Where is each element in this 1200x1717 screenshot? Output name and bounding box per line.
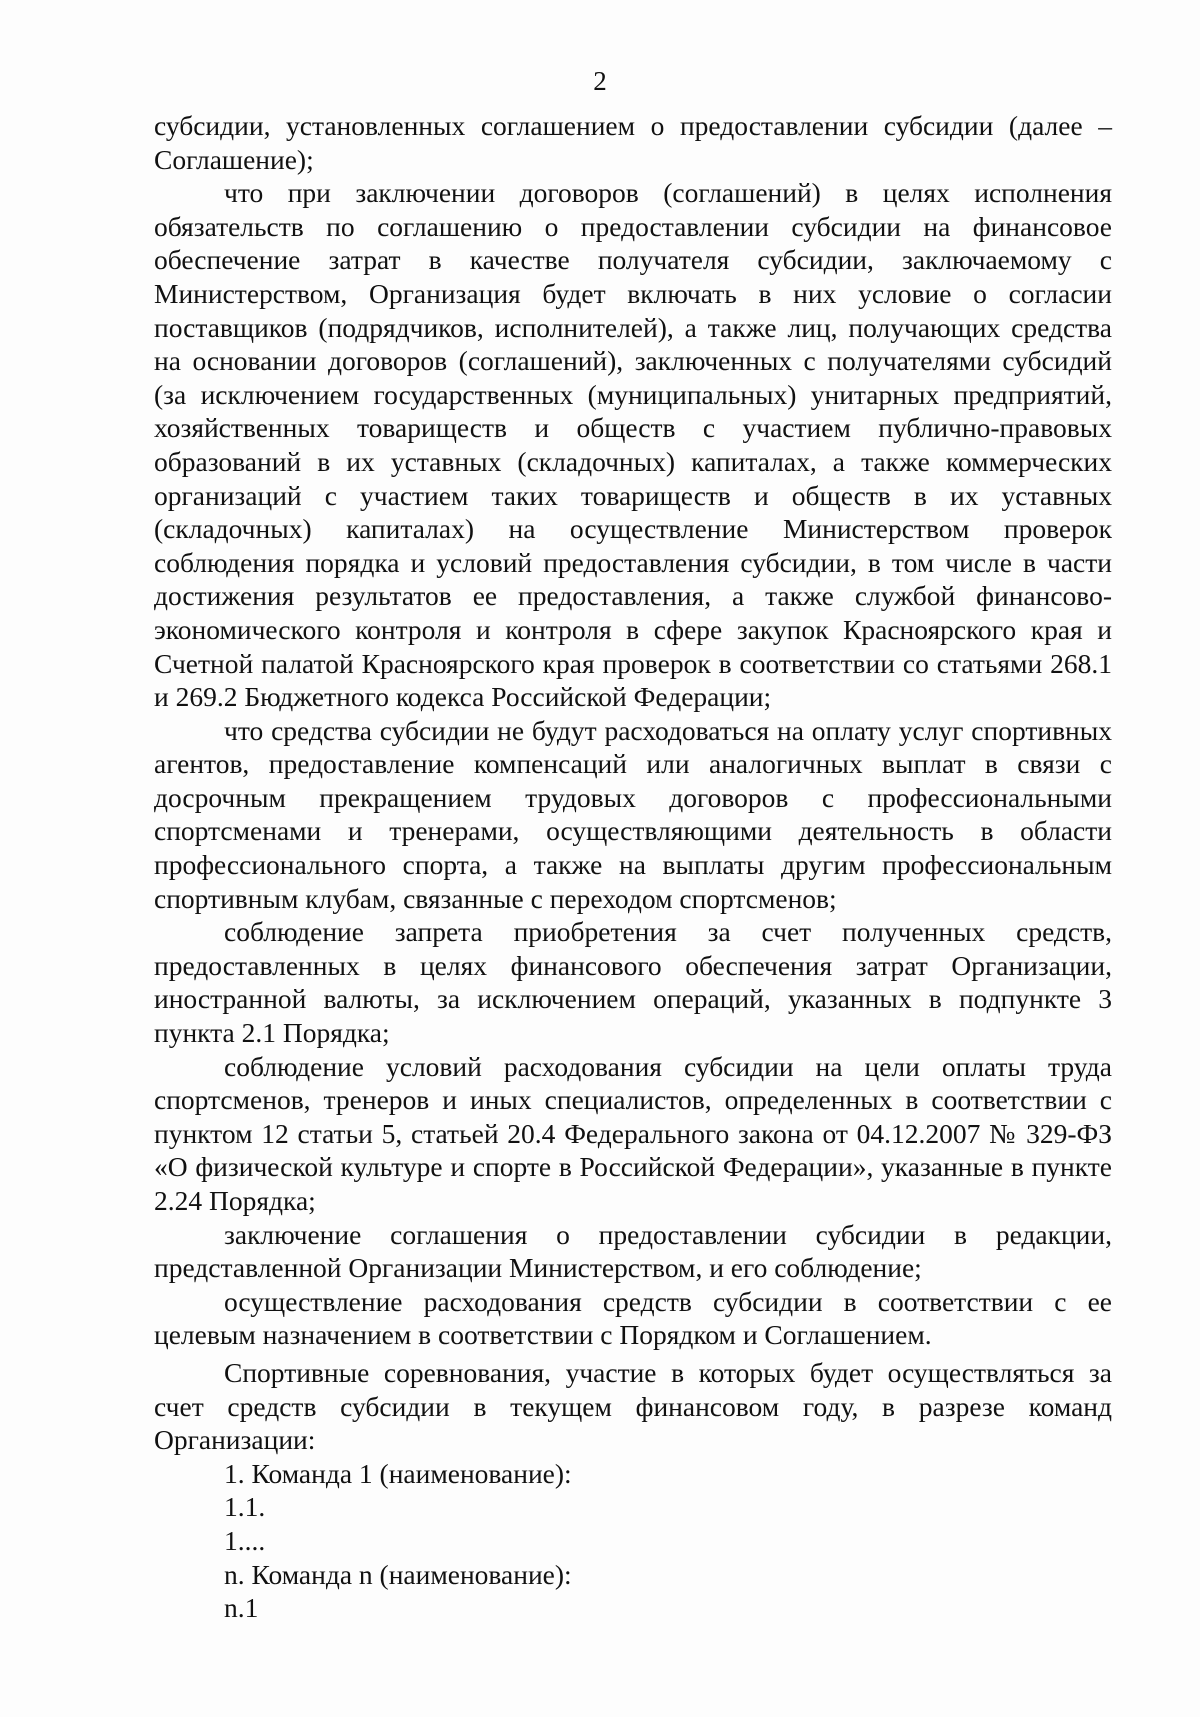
- paragraph-continuation: субсидии, установленных соглашением о предоставлении субсидии (далее – Соглашение);: [154, 110, 1112, 175]
- paragraph-competitions: Спортивные соревнования, участие в которых будет осуществляться за счет средств субсидии в текущем финансовом году, в разрезе команд Организации:: [154, 1356, 1112, 1456]
- team-list: [154, 1457, 1112, 1625]
- list-item: 1....: [224, 1524, 266, 1556]
- document-body: [154, 109, 1112, 1625]
- paragraph-currency-ban: соблюдение запрета приобретения за счет полученных средств, предоставленных в целях финансового обеспечения затрат Организации, иностранной валюты, за исключением операций, указанных в подпункте 3 пункта 2.1 Порядка;: [154, 916, 1112, 1049]
- paragraph-labor-payment: соблюдение условий расходования субсидии на цели оплаты труда спортсменов, тренеров и иных специалистов, определенных в соответствии с пунктом 12 статьи 5, статьей 20.4 Федерального закона от 04.12.2007 № 329-ФЗ «О физической культуре и спорте в Российской Федерации», указанные в пункте 2.24 Порядка;: [154, 1050, 1112, 1216]
- list-item: n. Команда n (наименование):: [224, 1558, 572, 1590]
- paragraph-sports-agents: что средства субсидии не будут расходоваться на оплату услуг спортивных агентов, предоставление компенсаций или аналогичных выплат в связи с досрочным прекращением трудовых договоров с профессиональными спортсменами и тренерами, осуществляющими деятельность в области профессионального спорта, а также на выплаты другим профессиональным спортивным клубам, связанные с переходом спортсменов;: [154, 714, 1112, 914]
- paragraph-verification-consent: что при заключении договоров (соглашений) в целях исполнения обязательств по соглашению о предоставлении субсидии на финансовое обеспечение затрат в качестве получателя субсидии, заключаемому с Министерством, Организация будет включать в них условие о согласии поставщиков (подрядчиков, исполнителей), а также лиц, получающих средства на основании договоров (соглашений), заключенных с получателями субсидий (за исключением государственных (муниципальных) унитарных предприятий, хозяйственных товариществ и обществ с участием публично-правовых образований в их уставных (складочных) капиталах, а также коммерческих организаций с участием таких товариществ и обществ в их уставных (складочных) капиталах) на осуществление Министерством проверок соблюдения порядка и условий предоставления субсидии, в том числе в части достижения результатов ее предоставления, а также службой финансово-экономического контроля и контроля в сфере закупок Красноярского края и Счетной палатой Красноярского края проверок в соответствии со статьями 268.1 и 269.2 Бюджетного кодекса Российской Федерации;: [154, 177, 1112, 713]
- list-item: 1. Команда 1 (наименование):: [224, 1457, 572, 1489]
- page-number: 2: [593, 66, 607, 96]
- list-item: 1.1.: [224, 1491, 266, 1523]
- paragraph-target-use: осуществление расходования средств субсидии в соответствии с ее целевым назначением в соответствии с Порядком и Соглашением.: [154, 1285, 1112, 1351]
- list-item: n.1: [224, 1592, 259, 1624]
- paragraph-agreement: заключение соглашения о предоставлении субсидии в редакции, представленной Организации Министерством, и его соблюдение;: [154, 1218, 1112, 1284]
